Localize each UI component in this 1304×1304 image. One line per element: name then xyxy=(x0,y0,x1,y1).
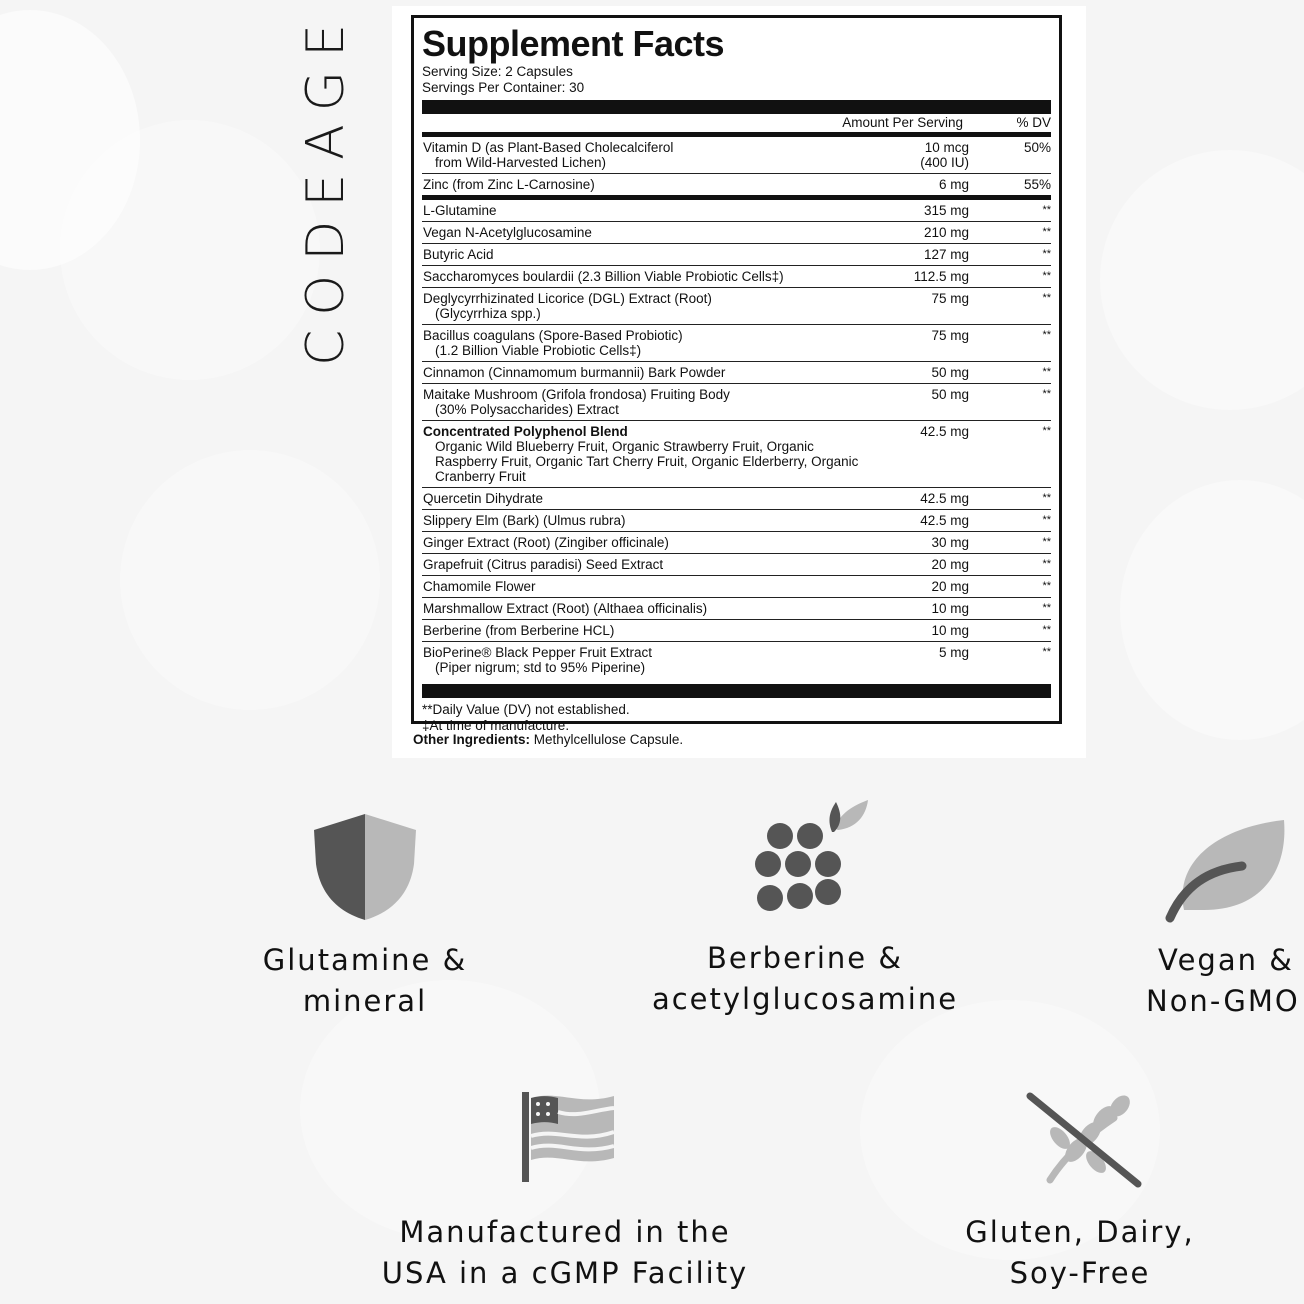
ingredient-amount xyxy=(879,579,969,594)
facts-row xyxy=(422,325,1051,362)
ingredient-dv: ** xyxy=(1042,514,1051,526)
feature-line: Non-GMO xyxy=(1146,984,1300,1018)
ingredient-name xyxy=(422,424,879,484)
serving-size: Serving Size: 2 Capsules xyxy=(422,64,573,79)
ingredient-amount xyxy=(879,557,969,572)
ingredient-subtext: (Piper nigrum; std to 95% Piperine) xyxy=(435,660,646,675)
ingredient-dv: ** xyxy=(1042,602,1051,614)
ingredient-amount xyxy=(879,328,969,358)
ingredient-dv: ** xyxy=(1042,580,1051,592)
amount-text: 210 mg xyxy=(923,225,969,240)
no-gluten-icon xyxy=(1024,1088,1144,1188)
ingredient-name xyxy=(422,513,879,528)
ingredient-dv: ** xyxy=(1042,492,1051,504)
ingredient-name-text: Zinc (from Zinc L-Carnosine) xyxy=(423,177,595,192)
ingredient-name xyxy=(422,645,879,675)
ingredient-subtext: Organic Wild Blueberry Fruit, Organic Strawberry Fruit, Organic Raspberry Fruit, Organic Tart Cherry Fruit, Organic Elderberry, Organic Cranberry Fruit xyxy=(435,439,859,484)
ingredient-dv: 50% xyxy=(1023,140,1051,155)
ingredient-name xyxy=(422,579,879,594)
ingredient-name-text: Bacillus coagulans (Spore-Based Probiotic) xyxy=(423,328,683,343)
feature-line: Vegan & xyxy=(1158,943,1294,977)
supplement-facts-panel xyxy=(411,15,1062,733)
amount-text: 30 mg xyxy=(931,535,969,550)
ingredient-name xyxy=(422,328,879,358)
divider-thick xyxy=(422,684,1051,698)
ingredient-dv: ** xyxy=(1042,204,1051,216)
facts-row xyxy=(422,362,1051,384)
amount-text: 10 mg xyxy=(931,601,969,616)
ingredient-name-text: Berberine (from Berberine HCL) xyxy=(423,623,615,638)
facts-row xyxy=(422,384,1051,421)
ingredient-amount xyxy=(879,247,969,262)
amount-text: 50 mg xyxy=(931,387,969,402)
ingredient-dv: ** xyxy=(1042,329,1051,341)
ingredient-name xyxy=(422,291,879,321)
ingredient-name xyxy=(422,601,879,616)
footnote-manufacture: ‡At time of manufacture. xyxy=(422,718,570,733)
ingredient-amount xyxy=(879,291,969,321)
ingredient-name xyxy=(422,491,879,506)
feature-line: Gluten, Dairy, xyxy=(965,1215,1195,1249)
ingredient-name-text: Quercetin Dihydrate xyxy=(423,491,544,506)
amount-text: 50 mg xyxy=(931,365,969,380)
ingredient-name-text: Maitake Mushroom (Grifola frondosa) Fruiting Body xyxy=(423,387,730,402)
servings-per-container: Servings Per Container: 30 xyxy=(422,80,585,95)
facts-title: Supplement Facts xyxy=(422,23,725,64)
feature-label-manufactured xyxy=(350,1212,780,1294)
divider-thick xyxy=(422,100,1051,114)
ingredient-dv: 55% xyxy=(1023,177,1051,192)
feature-line: Manufactured in the xyxy=(399,1215,731,1249)
ingredient-amount xyxy=(879,601,969,616)
facts-row xyxy=(422,288,1051,325)
amount-text-secondary: (400 IU) xyxy=(920,155,969,170)
facts-row xyxy=(422,174,1051,195)
ingredient-name xyxy=(422,177,879,192)
feature-line: mineral xyxy=(302,984,428,1018)
ingredient-subtext: (1.2 Billion Viable Probiotic Cells‡) xyxy=(435,343,642,358)
ingredient-amount xyxy=(879,535,969,550)
berries-icon xyxy=(752,800,872,920)
ingredient-name xyxy=(422,247,879,262)
ingredient-name xyxy=(422,269,879,284)
ingredient-dv: ** xyxy=(1042,270,1051,282)
ingredient-name-text: Grapefruit (Citrus paradisi) Seed Extract xyxy=(423,557,664,572)
ingredient-amount xyxy=(879,225,969,240)
feature-label-berberine xyxy=(620,938,990,1020)
shield-icon xyxy=(312,812,418,922)
ingredient-amount xyxy=(879,203,969,218)
amount-text: 127 mg xyxy=(923,247,969,262)
facts-row xyxy=(422,510,1051,532)
ingredient-name-text: Cinnamon (Cinnamomum burmannii) Bark Powder xyxy=(423,365,726,380)
facts-row xyxy=(422,576,1051,598)
ingredient-dv: ** xyxy=(1042,624,1051,636)
feature-label-vegan xyxy=(1134,940,1304,1022)
background-bokeh xyxy=(1100,150,1304,410)
ingredient-amount xyxy=(879,269,969,284)
amount-text: 10 mg xyxy=(931,623,969,638)
ingredient-subtext: (Glycyrrhiza spp.) xyxy=(435,306,541,321)
ingredient-name xyxy=(422,365,879,380)
feature-label-gluten-free xyxy=(930,1212,1230,1294)
ingredient-name xyxy=(422,140,879,170)
ingredient-amount xyxy=(879,177,969,192)
ingredient-amount xyxy=(879,424,969,484)
feature-line: acetylglucosamine xyxy=(651,982,959,1016)
amount-text: 75 mg xyxy=(931,291,969,306)
ingredient-name-text: Ginger Extract (Root) (Zingiber officinale) xyxy=(423,535,669,550)
facts-row xyxy=(422,421,1051,488)
other-ingredients-value: Methylcellulose Capsule. xyxy=(530,732,684,747)
ingredient-name xyxy=(422,225,879,240)
ingredient-amount xyxy=(879,365,969,380)
facts-row xyxy=(422,488,1051,510)
amount-text: 75 mg xyxy=(931,328,969,343)
feature-label-glutamine xyxy=(215,940,515,1022)
background-bokeh xyxy=(60,120,320,380)
brand-logo: CODEAGE xyxy=(296,10,356,366)
ingredient-name xyxy=(422,387,879,417)
feature-line: USA in a cGMP Facility xyxy=(381,1256,749,1290)
ingredient-subtext: from Wild-Harvested Lichen) xyxy=(435,155,607,170)
amount-text: 20 mg xyxy=(931,579,969,594)
ingredient-name-text: Vegan N-Acetylglucosamine xyxy=(423,225,592,240)
facts-row xyxy=(422,554,1051,576)
ingredient-dv: ** xyxy=(1042,558,1051,570)
amount-text: 5 mg xyxy=(938,645,969,660)
feature-line: Glutamine & xyxy=(262,943,468,977)
ingredient-dv: ** xyxy=(1042,646,1051,658)
ingredient-dv: ** xyxy=(1042,366,1051,378)
ingredient-name xyxy=(422,535,879,550)
amount-text: 20 mg xyxy=(931,557,969,572)
ingredient-name-text: Deglycyrrhizinated Licorice (DGL) Extract (Root) xyxy=(423,291,712,306)
amount-text: 42.5 mg xyxy=(920,424,969,439)
ingredient-name-text: Saccharomyces boulardii (2.3 Billion Viable Probiotic Cells‡) xyxy=(423,269,784,284)
usa-flag-icon xyxy=(518,1088,618,1188)
other-ingredients-label: Other Ingredients: xyxy=(413,732,531,747)
ingredient-amount xyxy=(879,513,969,528)
ingredient-dv: ** xyxy=(1042,292,1051,304)
ingredient-dv: ** xyxy=(1042,536,1051,548)
ingredient-dv: ** xyxy=(1042,425,1051,437)
ingredient-amount xyxy=(879,387,969,417)
column-header xyxy=(422,114,1051,132)
facts-row xyxy=(422,266,1051,288)
ingredient-name-text: Vitamin D (as Plant-Based Cholecalciferol xyxy=(423,140,674,155)
ingredient-amount xyxy=(879,140,969,170)
facts-row xyxy=(422,532,1051,554)
amount-text: 112.5 mg xyxy=(913,269,969,284)
amount-header: Amount Per Serving xyxy=(842,115,963,130)
ingredient-subtext: (30% Polysaccharides) Extract xyxy=(435,402,619,417)
ingredient-dv: ** xyxy=(1042,226,1051,238)
feature-line: Berberine & xyxy=(707,941,903,975)
ingredient-dv: ** xyxy=(1042,388,1051,400)
facts-row xyxy=(422,137,1051,174)
amount-text: 10 mcg xyxy=(924,140,969,155)
facts-row xyxy=(422,642,1051,678)
other-ingredients xyxy=(413,732,683,747)
facts-row xyxy=(422,244,1051,266)
ingredient-amount xyxy=(879,491,969,506)
ingredient-name-text: Marshmallow Extract (Root) (Althaea officinalis) xyxy=(423,601,708,616)
amount-text: 42.5 mg xyxy=(920,491,969,506)
ingredient-amount xyxy=(879,623,969,638)
ingredient-amount xyxy=(879,645,969,675)
ingredient-dv: ** xyxy=(1042,248,1051,260)
leaf-icon xyxy=(1164,814,1290,924)
ingredient-name xyxy=(422,203,879,218)
ingredient-name-text: BioPerine® Black Pepper Fruit Extract xyxy=(423,645,653,660)
ingredient-name-text: Chamomile Flower xyxy=(423,579,536,594)
amount-text: 42.5 mg xyxy=(920,513,969,528)
ingredient-name-text: L-Glutamine xyxy=(423,203,497,218)
amount-text: 6 mg xyxy=(938,177,969,192)
ingredient-name-text: Concentrated Polyphenol Blend xyxy=(423,424,628,439)
ingredient-name xyxy=(422,557,879,572)
facts-row xyxy=(422,620,1051,642)
dv-header: % DV xyxy=(1016,115,1051,130)
facts-row xyxy=(422,222,1051,244)
footnote-dv: **Daily Value (DV) not established. xyxy=(422,702,630,717)
ingredient-name xyxy=(422,623,879,638)
facts-row xyxy=(422,200,1051,222)
ingredient-name-text: Butyric Acid xyxy=(423,247,494,262)
background-bokeh xyxy=(120,450,380,710)
background-bokeh xyxy=(1120,480,1304,740)
amount-text: 315 mg xyxy=(923,203,969,218)
ingredient-name-text: Slippery Elm (Bark) (Ulmus rubra) xyxy=(423,513,626,528)
facts-row xyxy=(422,598,1051,620)
feature-line: Soy-Free xyxy=(1009,1256,1151,1290)
